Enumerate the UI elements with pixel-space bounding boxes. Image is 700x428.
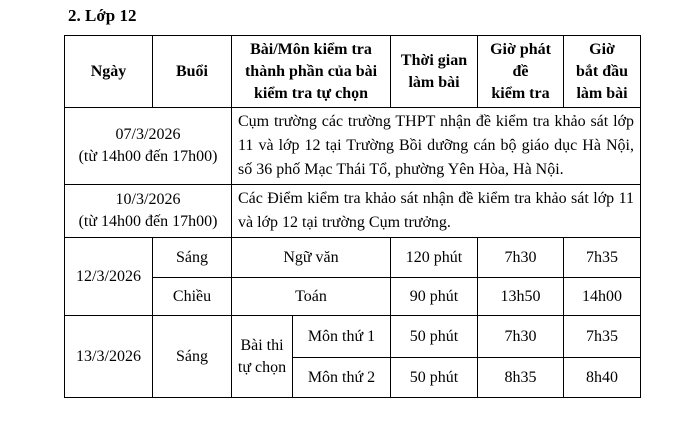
header-gio-bat-dau: Giờ bắt đầu làm bài	[564, 36, 641, 108]
session-cell: Chiều	[153, 278, 232, 316]
start-time-cell: 14h00	[564, 278, 641, 316]
distribute-time-cell: 13h50	[478, 278, 564, 316]
start-time-cell: 8h40	[564, 358, 641, 398]
table-row	[65, 238, 641, 278]
date-cell: 07/3/2026 (từ 14h00 đến 17h00)	[65, 108, 232, 185]
start-time-cell: 7h35	[564, 316, 641, 358]
subject-cell: Ngữ văn	[232, 238, 391, 278]
subject-cell: Môn thứ 2	[293, 358, 391, 398]
table-row	[65, 108, 641, 185]
header-bai-mon: Bài/Môn kiểm tra thành phần của bài kiểm tra tự chọn	[232, 36, 391, 108]
header-ngay: Ngày	[65, 36, 153, 108]
exam-schedule-table	[64, 35, 641, 398]
subject-cell: Môn thứ 1	[293, 316, 391, 358]
session-cell: Sáng	[153, 238, 232, 278]
date-cell: 13/3/2026	[65, 316, 153, 398]
distribute-time-cell: 7h30	[478, 316, 564, 358]
distribute-time-cell: 8h35	[478, 358, 564, 398]
session-cell: Sáng	[153, 316, 232, 398]
header-thoi-gian: Thời gian làm bài	[391, 36, 478, 108]
date-cell: 10/3/2026 (từ 14h00 đến 17h00)	[65, 185, 232, 238]
note-cell: Các Điểm kiểm tra khảo sát nhận đề kiểm tra khảo sát lớp 11 và lớp 12 tại trường Cụm trưởng.	[232, 185, 641, 238]
header-gio-phat-de: Giờ phát đề kiểm tra	[478, 36, 564, 108]
table-row	[65, 185, 641, 238]
note-cell: Cụm trường các trường THPT nhận đề kiểm tra khảo sát lớp 11 và lớp 12 tại Trường Bồi dưỡng cán bộ giáo dục Hà Nội, số 36 phố Mạc Thái Tổ, phường Yên Hòa, Hà Nội.	[232, 108, 641, 185]
section-title: 2. Lớp 12	[68, 6, 137, 25]
start-time-cell: 7h35	[564, 238, 641, 278]
subject-cell: Toán	[232, 278, 391, 316]
table-row	[65, 316, 641, 358]
header-buoi: Buổi	[153, 36, 232, 108]
duration-cell: 50 phút	[391, 358, 478, 398]
duration-cell: 50 phút	[391, 316, 478, 358]
duration-cell: 120 phút	[391, 238, 478, 278]
elective-group-cell: Bài thi tự chọn	[232, 316, 293, 398]
distribute-time-cell: 7h30	[478, 238, 564, 278]
duration-cell: 90 phút	[391, 278, 478, 316]
date-cell: 12/3/2026	[65, 238, 153, 316]
header-row	[65, 36, 641, 108]
